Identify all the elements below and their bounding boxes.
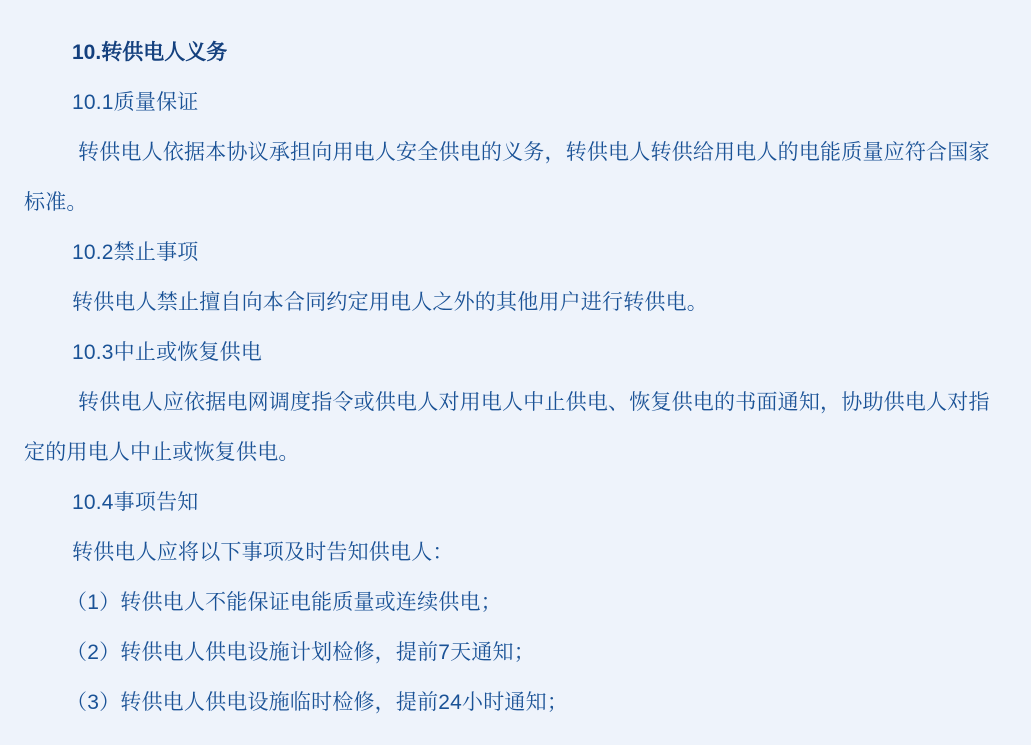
paragraph-prohibition: 转供电人禁止擅自向本合同约定用电人之外的其他用户进行转供电。 — [72, 291, 708, 314]
subsection-heading-prohibition: 10.2禁止事项 — [72, 241, 199, 264]
section-heading: 10.转供电人义务 — [72, 41, 228, 64]
list-item: （1）转供电人不能保证电能质量或连续供电； — [66, 591, 502, 614]
list-item: （2）转供电人供电设施计划检修，提前7天通知； — [66, 641, 535, 664]
subsection-heading-suspend-resume: 10.3中止或恢复供电 — [72, 341, 263, 364]
subsection-heading-notification: 10.4事项告知 — [72, 491, 199, 514]
paragraph-suspend-resume: 转供电人应依据电网调度指令或供电人对用电人中止供电、恢复供电的书面通知，协助供电人对指定的用电人中止或恢复供电。 — [24, 391, 990, 464]
paragraph-quality: 转供电人依据本协议承担向用电人安全供电的义务，转供电人转供给用电人的电能质量应符合国家标准。 — [24, 141, 990, 214]
subsection-heading-quality: 10.1质量保证 — [72, 91, 199, 114]
list-item: （3）转供电人供电设施临时检修，提前24小时通知； — [66, 691, 569, 714]
paragraph-notification-intro: 转供电人应将以下事项及时告知供电人： — [72, 541, 454, 564]
document-body — [24, 28, 1007, 728]
